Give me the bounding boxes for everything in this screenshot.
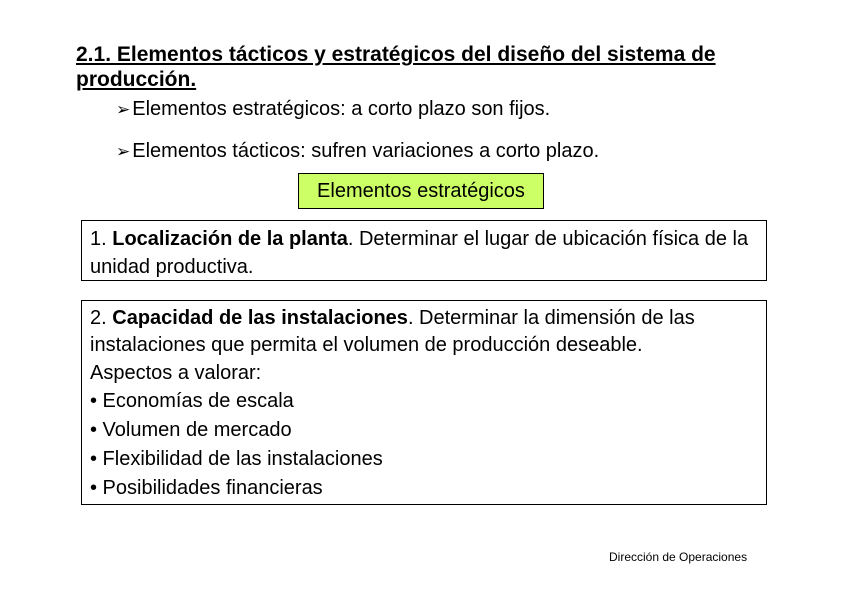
arrowhead-bullet-icon: ➢ [116, 142, 131, 162]
box-body: . Determinar la dimensión de las instalaciones que permita el volumen de producción deseable. [90, 307, 695, 356]
box-number: 2. [90, 307, 113, 329]
slide-title: 2.1. Elementos tácticos y estratégicos del diseño del sistema de producción. [76, 43, 716, 91]
aspect-item: • Posibilidades financieras [90, 477, 323, 499]
element-box-capacity [81, 300, 767, 505]
aspect-item: • Flexibilidad de las instalaciones [90, 448, 383, 470]
box-intro [90, 305, 758, 359]
aspect-item: • Economías de escala [90, 390, 294, 412]
box-number: 1. [90, 228, 113, 250]
aspect-item: • Volumen de mercado [90, 419, 292, 441]
aspects-label: Aspectos a valorar: [90, 362, 262, 384]
element-box-plant-location [81, 220, 767, 281]
bullet-item-strategic [116, 97, 599, 122]
box-heading: Localización de la planta [112, 228, 348, 250]
box-body: . Determinar el lugar de ubicación física de la unidad productiva. [90, 228, 749, 278]
bullet-text: Elementos estratégicos: a corto plazo son fijos. [132, 98, 551, 120]
box-heading: Capacidad de las instalaciones [112, 307, 408, 329]
bullet-text: Elementos tácticos: sufren variaciones a corto plazo. [132, 140, 600, 162]
arrowhead-bullet-icon: ➢ [116, 100, 131, 120]
footer-text: Dirección de Operaciones [609, 550, 748, 564]
section-label-strategic: Elementos estratégicos [298, 173, 544, 209]
bullet-item-tactical [116, 139, 599, 164]
aspects-list [90, 387, 758, 503]
bullet-list [116, 97, 599, 164]
